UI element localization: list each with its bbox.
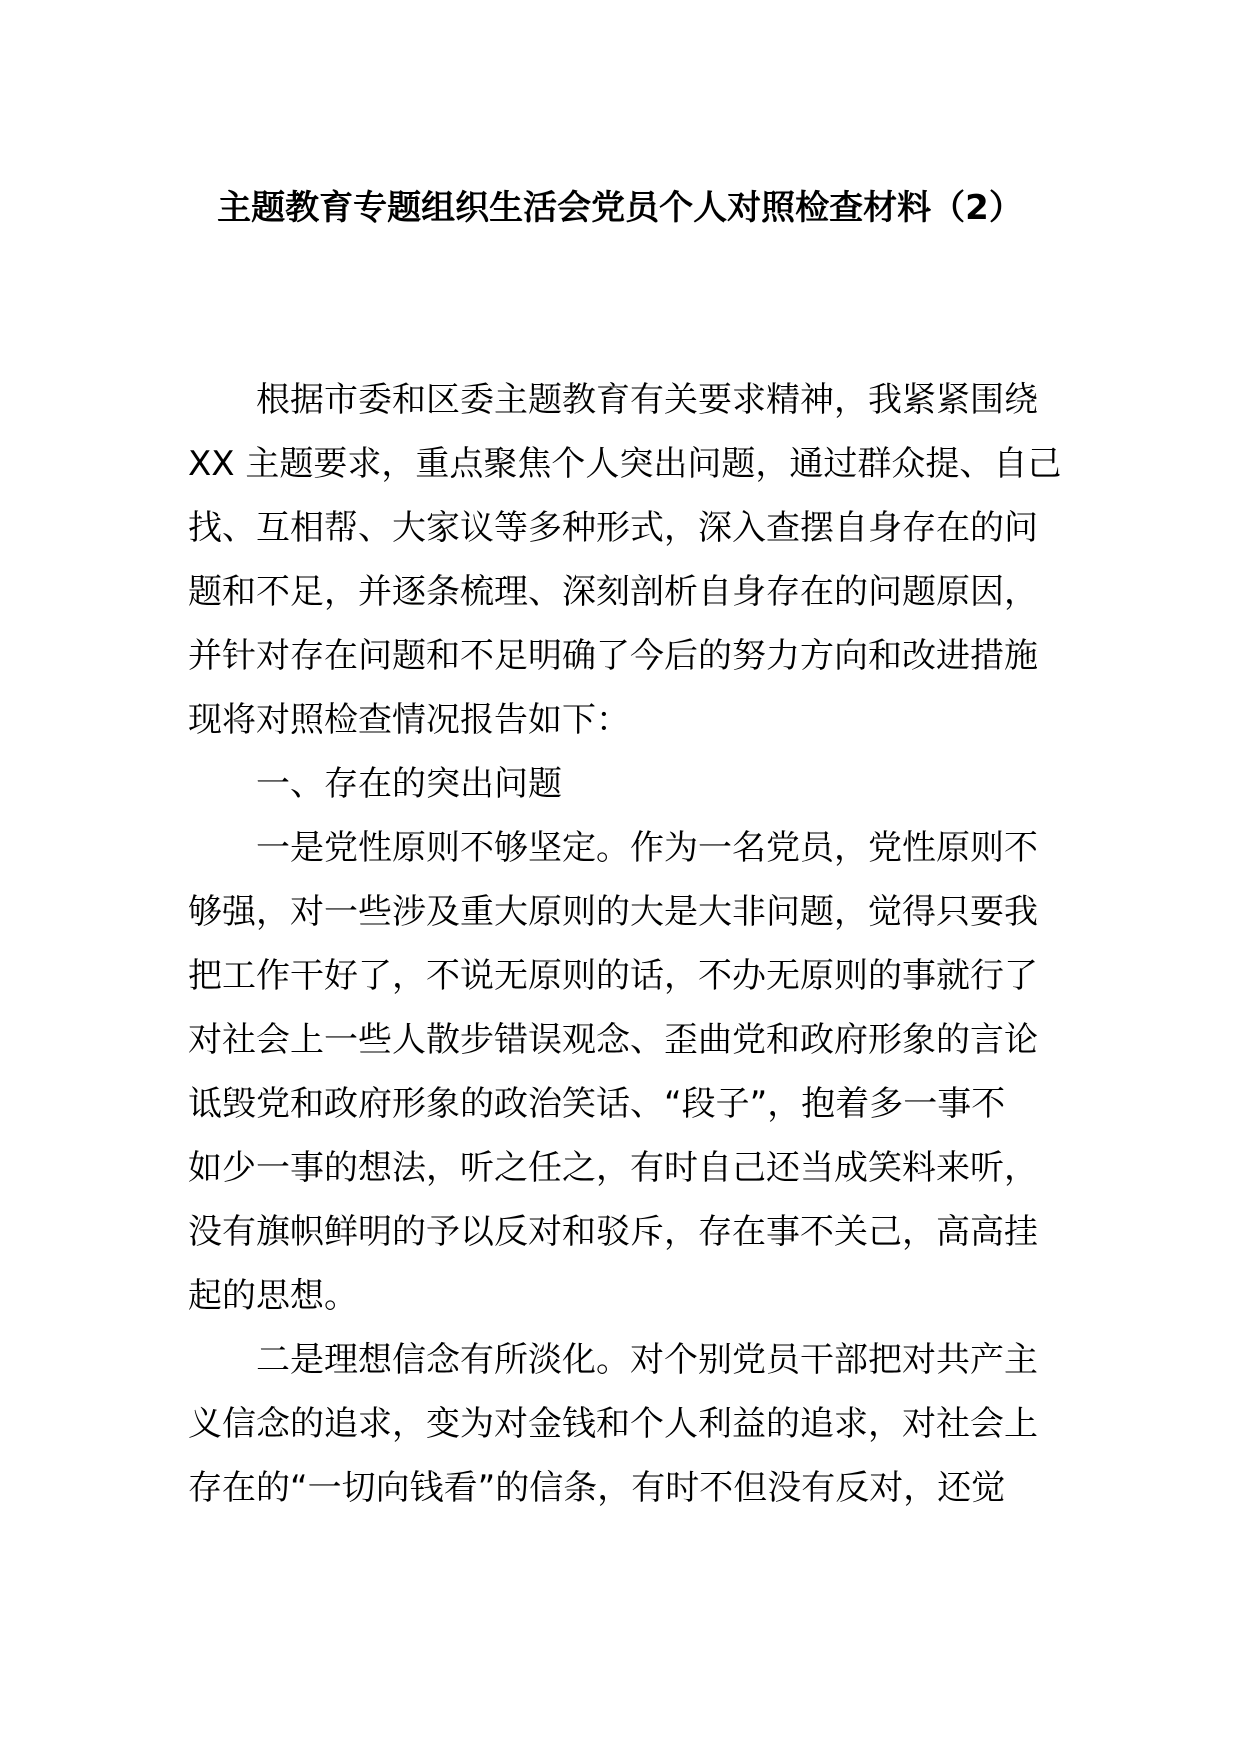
paragraph-line: 一是党性原则不够坚定。作为一名党员，党性原则不: [256, 828, 1038, 868]
paragraph-issue-two: [188, 1328, 1056, 1520]
paragraph-line: 诋毁党和政府形象的政治笑话、“段子”，抱着多一事不: [188, 1084, 1006, 1124]
paragraph-line: 题和不足，并逐条梳理、深刻剖析自身存在的问题原因，: [188, 572, 1038, 612]
document-body: [188, 368, 1062, 1520]
paragraph-line: 找、互相帮、大家议等多种形式，深入查摆自身存在的问: [188, 508, 1038, 548]
paragraph-line: 二是理想信念有所淡化。对个别党员干部把对共产主: [256, 1340, 1038, 1380]
paragraph-line: 够强，对一些涉及重大原则的大是大非问题，觉得只要我: [188, 892, 1038, 932]
section-heading: [188, 752, 1056, 816]
paragraph-line: 并针对存在问题和不足明确了今后的努力方向和改进措施: [188, 636, 1038, 676]
paragraph-line: 把工作干好了，不说无原则的话，不办无原则的事就行了: [188, 956, 1038, 996]
paragraph-issue-one: [188, 816, 1056, 1328]
paragraph-line: 存在的“一切向钱看”的信条，有时不但没有反对，还觉: [188, 1468, 1006, 1508]
paragraph-line: 没有旗帜鲜明的予以反对和驳斥，存在事不关己，高高挂: [188, 1212, 1038, 1252]
paragraph-line: 如少一事的想法，听之任之，有时自己还当成笑料来听，: [188, 1148, 1038, 1188]
paragraph-line: 现将对照检查情况报告如下：: [188, 700, 630, 740]
paragraph-line: XX 主题要求，重点聚焦个人突出问题，通过群众提、自己: [188, 444, 1062, 484]
paragraph-line: 根据市委和区委主题教育有关要求精神，我紧紧围绕: [256, 380, 1038, 420]
paragraph-line: 义信念的追求，变为对金钱和个人利益的追求，对社会上: [188, 1404, 1038, 1444]
paragraph-line: 起的思想。: [188, 1276, 358, 1316]
paragraph-intro: [188, 368, 1062, 752]
paragraph-line: 对社会上一些人散步错误观念、歪曲党和政府形象的言论: [188, 1020, 1038, 1060]
document-title: 主题教育专题组织生活会党员个人对照检查材料（2）: [217, 188, 1023, 228]
section-heading-text: 一、存在的突出问题: [256, 764, 562, 804]
